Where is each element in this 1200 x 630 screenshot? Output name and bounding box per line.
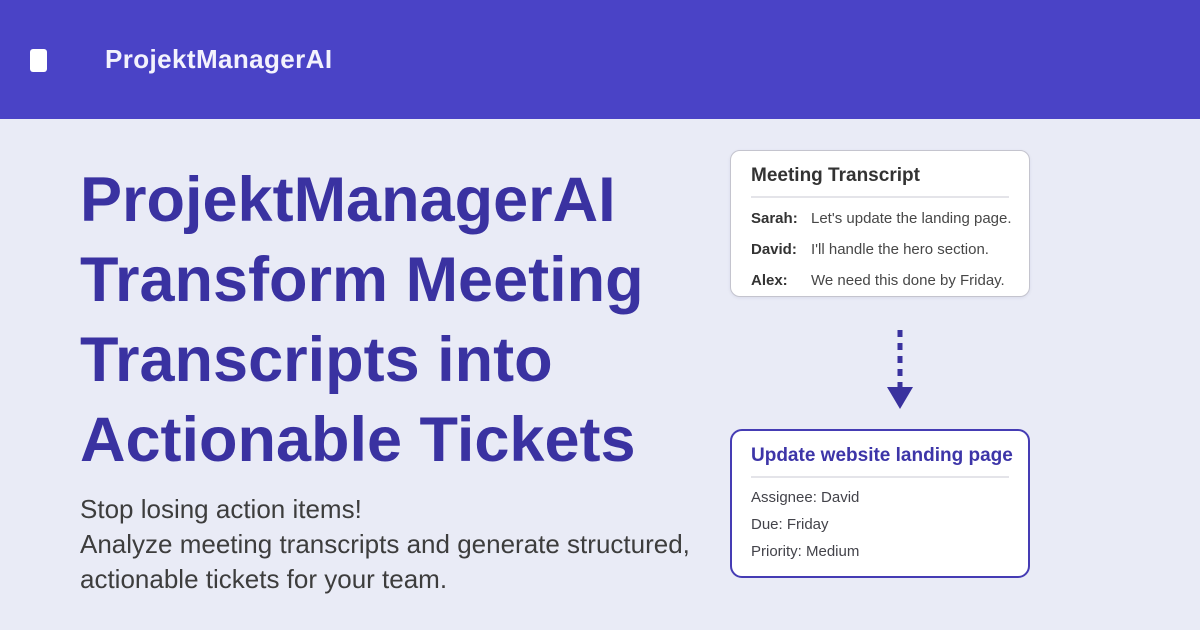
hero-title-line: Transcripts into bbox=[80, 325, 553, 395]
ticket-detail-assignee: Assignee: David bbox=[751, 489, 860, 506]
meeting-transcript-card bbox=[730, 150, 1030, 297]
hero-subtitle-line: Analyze meeting transcripts and generate structured, bbox=[80, 529, 690, 559]
ticket-detail-due: Due: Friday bbox=[751, 516, 829, 533]
hero-title bbox=[80, 160, 644, 480]
ticket-card-divider bbox=[751, 476, 1009, 478]
hero-subtitle bbox=[80, 492, 690, 597]
transcript-row bbox=[751, 241, 1009, 258]
hero-title-line: ProjektManagerAI bbox=[80, 165, 616, 235]
logo-icon bbox=[30, 49, 47, 72]
arrow-down-icon bbox=[885, 327, 915, 411]
transcript-row bbox=[751, 272, 1009, 289]
hero-subtitle-line: actionable tickets for your team. bbox=[80, 564, 448, 594]
speaker-label: Alex: bbox=[751, 272, 788, 289]
transcript-row bbox=[751, 210, 1012, 227]
speaker-text: We need this done by Friday. bbox=[811, 272, 1005, 289]
hero-subtitle-line: Stop losing action items! bbox=[80, 494, 362, 524]
speaker-label: David: bbox=[751, 241, 797, 258]
speaker-text: Let's update the landing page. bbox=[811, 210, 1012, 227]
transcript-rows bbox=[751, 210, 1012, 289]
transcript-card-divider bbox=[751, 196, 1009, 198]
ticket-details bbox=[751, 484, 1009, 565]
transcript-card-title: Meeting Transcript bbox=[751, 165, 920, 186]
hero-title-line: Actionable Tickets bbox=[80, 405, 636, 475]
brand-name: ProjektManagerAI bbox=[105, 44, 333, 74]
ticket-card bbox=[730, 429, 1030, 578]
ticket-detail-priority: Priority: Medium bbox=[751, 543, 860, 560]
header-bar bbox=[0, 0, 1200, 119]
speaker-text: I'll handle the hero section. bbox=[811, 241, 989, 258]
hero-title-line: Transform Meeting bbox=[80, 245, 644, 315]
speaker-label: Sarah: bbox=[751, 210, 798, 227]
ticket-card-title: Update website landing page bbox=[751, 445, 1013, 466]
